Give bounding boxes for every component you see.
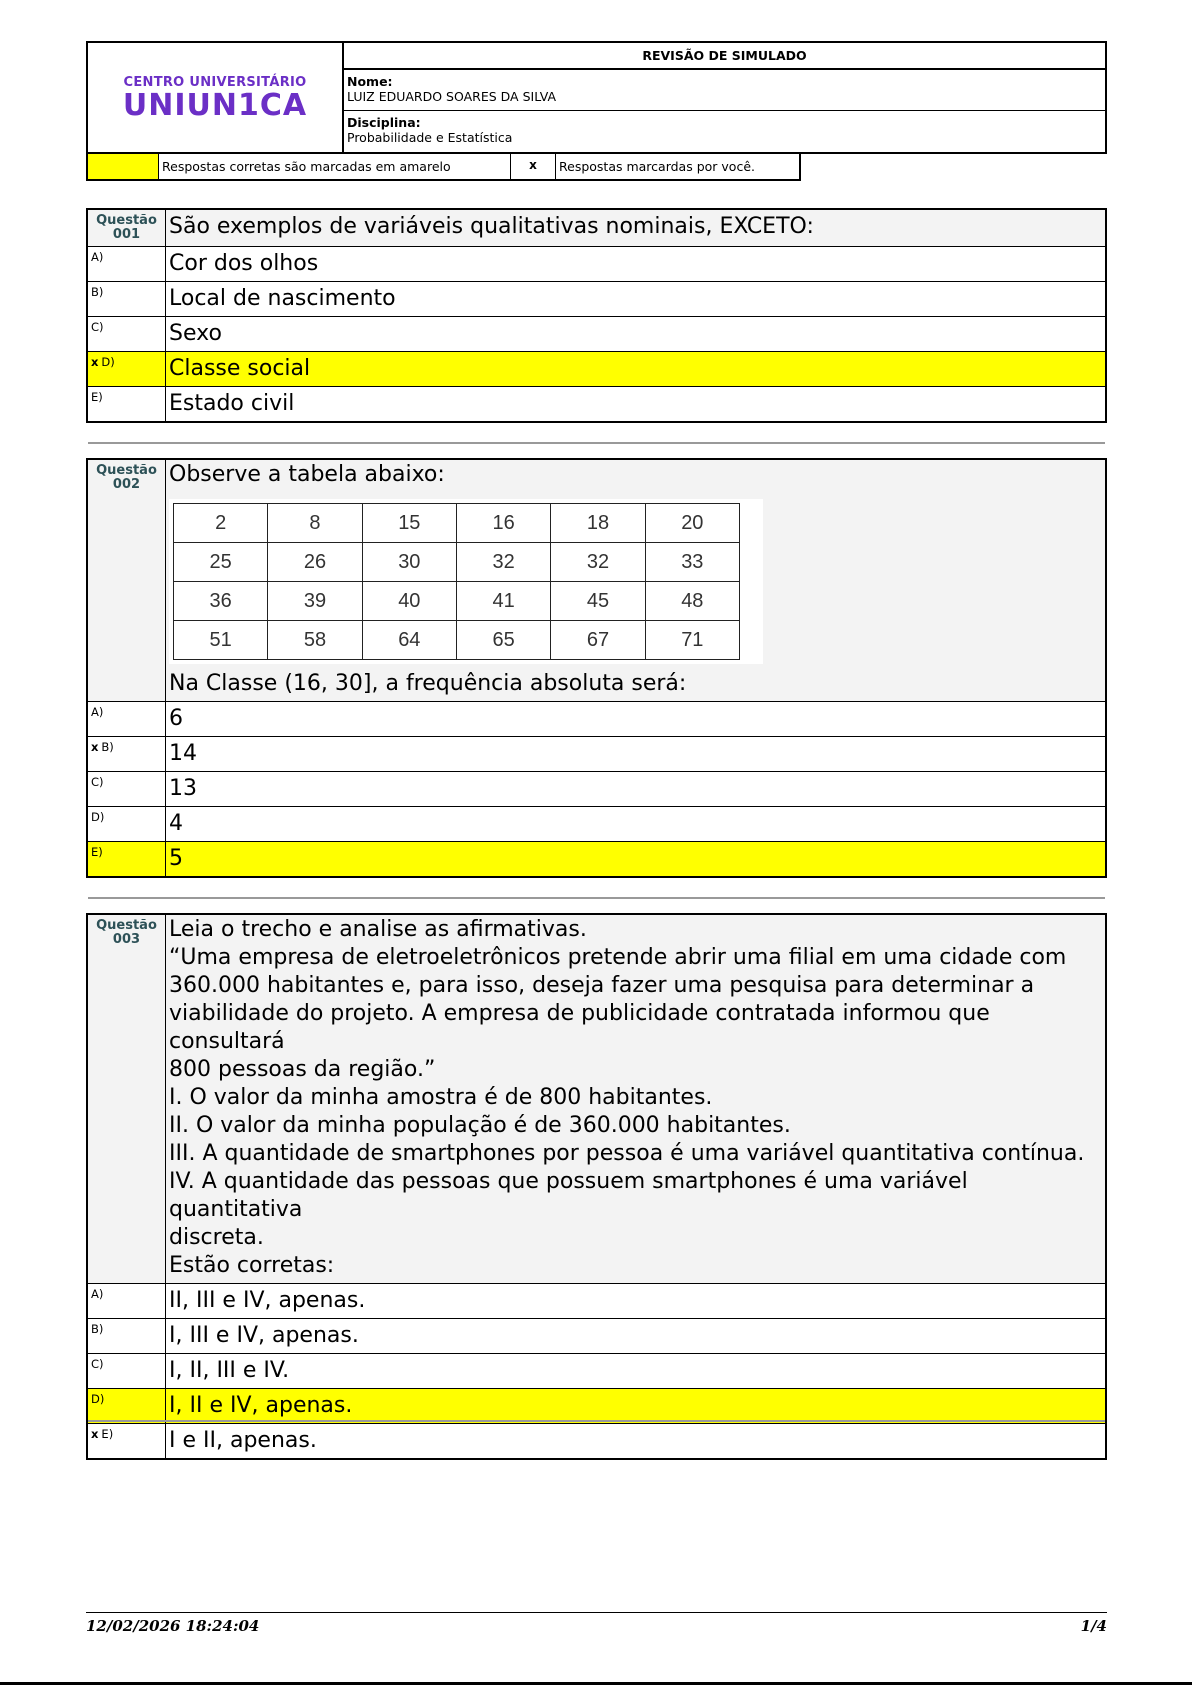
question-separator (88, 1420, 1105, 1422)
option-letter-text: E) (91, 845, 103, 859)
institution-logo (88, 43, 344, 152)
option-text: I, II, III e IV. (169, 1358, 290, 1383)
option-d (88, 807, 1105, 842)
student-name-field (344, 70, 1105, 111)
data-table-cell: 26 (268, 543, 362, 582)
option-letter (88, 1319, 166, 1353)
options-list (88, 702, 1105, 876)
option-d (88, 1389, 1105, 1424)
option-a (88, 247, 1105, 282)
option-letter (88, 1354, 166, 1388)
name-value: LUIZ EDUARDO SOARES DA SILVA (347, 89, 557, 104)
statement-line: “Uma empresa de eletroeletrônicos pretende abrir uma filial em uma cidade com (169, 945, 1067, 970)
option-letter-text: D) (91, 810, 105, 824)
question-id: 003 (112, 932, 141, 947)
option-e (88, 1424, 1105, 1458)
option-letter (88, 842, 166, 876)
data-table-row (174, 543, 740, 582)
question-001 (86, 208, 1107, 423)
option-letter (88, 317, 166, 351)
question-header (88, 460, 1105, 702)
correct-legend-text: Respostas corretas são marcadas em amarelo (159, 154, 511, 179)
question-003 (86, 913, 1107, 1460)
data-table-cell: 15 (362, 504, 456, 543)
discipline-value: Probabilidade e Estatística (347, 130, 513, 145)
option-text: 14 (169, 741, 197, 766)
logo-subtitle: CENTRO UNIVERSITÁRIO (123, 74, 307, 90)
statement-question: Na Classe (16, 30], a frequência absoluta será: (169, 671, 687, 696)
data-table-cell: 51 (174, 621, 268, 660)
header-info (344, 43, 1105, 152)
name-label: Nome: (347, 74, 393, 89)
marked-answer-icon: x (91, 1427, 99, 1441)
page-title: REVISÃO DE SIMULADO (344, 43, 1105, 70)
option-b (88, 737, 1105, 772)
data-table-row (174, 504, 740, 543)
discipline-field (344, 111, 1105, 152)
option-letter (88, 807, 166, 841)
data-table-row (174, 582, 740, 621)
option-letter-text: C) (91, 775, 104, 789)
option-letter (88, 772, 166, 806)
option-letter (88, 387, 166, 421)
marked-legend-text: Respostas marcardas por você. (559, 159, 755, 174)
data-table-cell: 65 (456, 621, 550, 660)
question-statement (166, 460, 1105, 701)
option-c (88, 1354, 1105, 1389)
option-text: I, II e IV, apenas. (169, 1393, 353, 1418)
data-table-image (169, 499, 763, 664)
marked-answer-icon: x (91, 740, 99, 754)
data-table-cell: 32 (456, 543, 550, 582)
option-letter-text: B) (101, 740, 114, 754)
option-letter (88, 352, 166, 386)
option-letter-text: C) (91, 320, 104, 334)
question-statement (166, 915, 1105, 1283)
option-a (88, 1284, 1105, 1319)
option-text: Sexo (169, 321, 222, 346)
option-letter-text: E) (91, 390, 103, 404)
data-table-cell: 25 (174, 543, 268, 582)
option-text: Classe social (169, 356, 311, 381)
statement-line: Estão corretas: (169, 1253, 335, 1278)
option-letter-text: D) (101, 355, 115, 369)
data-table-cell: 33 (645, 543, 739, 582)
statement-intro: Observe a tabela abaixo: (169, 462, 445, 487)
data-table-row (174, 621, 740, 660)
option-text: I, III e IV, apenas. (169, 1323, 359, 1348)
data-table-cell: 16 (456, 504, 550, 543)
question-separator (88, 897, 1105, 899)
statement-line: I. O valor da minha amostra é de 800 habitantes. (169, 1085, 713, 1110)
print-timestamp: 12/02/2026 18:24:04 (86, 1617, 260, 1635)
data-table-cell: 20 (645, 504, 739, 543)
option-d (88, 352, 1105, 387)
option-text: Local de nascimento (169, 286, 396, 311)
data-table-cell: 64 (362, 621, 456, 660)
option-letter-text: A) (91, 250, 104, 264)
question-header (88, 210, 1105, 247)
data-table-cell: 41 (456, 582, 550, 621)
option-e (88, 387, 1105, 421)
option-letter (88, 1389, 166, 1423)
statement-line: viabilidade do projeto. A empresa de publicidade contratada informou que consultará (169, 1001, 990, 1054)
option-text: Cor dos olhos (169, 251, 319, 276)
option-letter (88, 1424, 166, 1458)
option-e (88, 842, 1105, 876)
option-text: II, III e IV, apenas. (169, 1288, 366, 1313)
option-letter-text: B) (91, 285, 104, 299)
options-list (88, 247, 1105, 421)
header-table (86, 41, 1107, 154)
question-id: 002 (112, 477, 141, 492)
option-text: 5 (169, 846, 183, 871)
option-letter-text: D) (91, 1392, 105, 1406)
statement-line: III. A quantidade de smartphones por pessoa é uma variável quantitativa contínua. (169, 1141, 1085, 1166)
data-table (173, 503, 740, 660)
data-table-cell: 40 (362, 582, 456, 621)
data-table-cell: 58 (268, 621, 362, 660)
exam-review-page (86, 41, 1107, 181)
data-table-cell: 32 (551, 543, 645, 582)
option-text: 6 (169, 706, 183, 731)
marked-answer-icon: x (91, 355, 99, 369)
option-text: 13 (169, 776, 197, 801)
data-table-cell: 48 (645, 582, 739, 621)
footer-divider (86, 1612, 1107, 1613)
logo-wordmark: UNIUN1CA (122, 87, 308, 123)
question-number (88, 210, 166, 246)
question-statement: São exemplos de variáveis qualitativas nominais, EXCETO: (169, 214, 814, 239)
discipline-label: Disciplina: (347, 115, 421, 130)
question-label: Questão (96, 463, 157, 478)
question-id: 001 (112, 227, 141, 242)
marked-symbol: x (511, 154, 556, 179)
option-letter-text: E) (101, 1427, 114, 1441)
option-b (88, 1319, 1105, 1354)
data-table-cell: 67 (551, 621, 645, 660)
statement-line: 360.000 habitantes e, para isso, deseja fazer uma pesquisa para determinar a (169, 973, 1035, 998)
question-header (88, 915, 1105, 1284)
question-number (88, 915, 166, 1283)
answer-legend (86, 154, 801, 181)
statement-line: IV. A quantidade das pessoas que possuem smartphones é uma variável quantitativa (169, 1169, 968, 1222)
statement-line: II. O valor da minha população é de 360.000 habitantes. (169, 1113, 791, 1138)
option-c (88, 772, 1105, 807)
statement-line: discreta. (169, 1225, 264, 1250)
option-text: 4 (169, 811, 183, 836)
option-letter-text: C) (91, 1357, 104, 1371)
data-table-cell: 71 (645, 621, 739, 660)
option-c (88, 317, 1105, 352)
question-separator (88, 442, 1105, 444)
option-b (88, 282, 1105, 317)
option-text: I e II, apenas. (169, 1428, 317, 1453)
option-letter (88, 737, 166, 771)
data-table-cell: 8 (268, 504, 362, 543)
option-text: Estado civil (169, 391, 295, 416)
data-table-cell: 2 (174, 504, 268, 543)
page-number: 1/4 (1080, 1617, 1107, 1635)
option-letter (88, 1284, 166, 1318)
statement-line: 800 pessoas da região.” (169, 1057, 436, 1082)
option-letter-text: A) (91, 1287, 104, 1301)
option-letter (88, 702, 166, 736)
data-table-cell: 39 (268, 582, 362, 621)
question-label: Questão (96, 918, 157, 933)
option-letter-text: B) (91, 1322, 104, 1336)
question-002 (86, 458, 1107, 878)
statement-line: Leia o trecho e analise as afirmativas. (169, 917, 587, 942)
question-label: Questão (96, 213, 157, 228)
option-letter (88, 282, 166, 316)
data-table-cell: 45 (551, 582, 645, 621)
correct-color-swatch (88, 154, 159, 179)
data-table-cell: 18 (551, 504, 645, 543)
question-number (88, 460, 166, 701)
option-letter (88, 247, 166, 281)
data-table-cell: 36 (174, 582, 268, 621)
options-list (88, 1284, 1105, 1458)
option-letter-text: A) (91, 705, 104, 719)
data-table-cell: 30 (362, 543, 456, 582)
option-a (88, 702, 1105, 737)
